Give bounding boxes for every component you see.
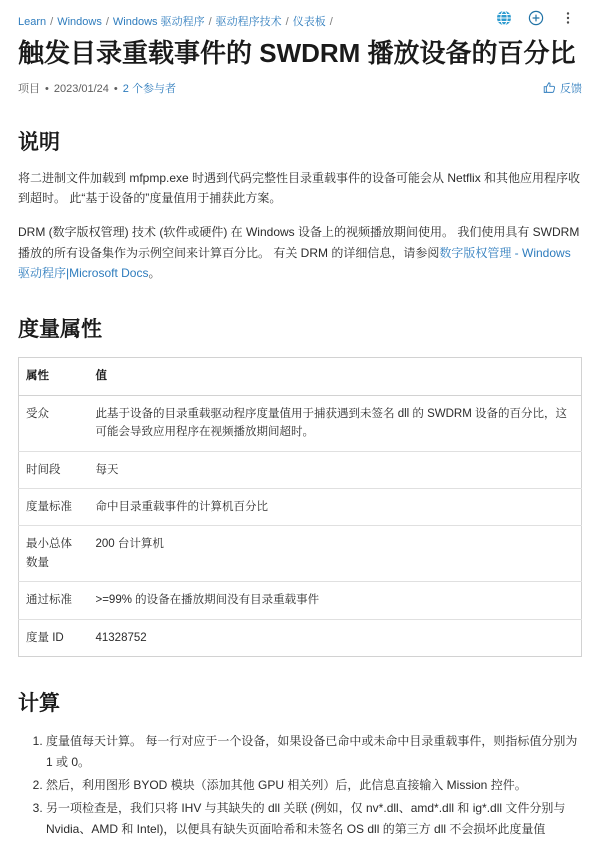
breadcrumb-separator: /	[208, 16, 212, 28]
row-attribute: 通过标准	[19, 582, 89, 619]
article-meta-left	[18, 80, 176, 96]
feedback-label: 反馈	[560, 82, 582, 95]
top-bar	[18, 10, 582, 31]
row-attribute: 度量 ID	[26, 631, 64, 644]
section-heading-description: 说明	[18, 130, 60, 154]
table-row-measurement-criteria	[19, 489, 582, 526]
language-globe-icon[interactable]	[496, 10, 512, 26]
description-paragraph-1: 将二进制文件加载到 mfpmp.exe 时遇到代码完整性目录重载事件的设备可能会从 Netflix 和其他应用程序收到超时。 此“基于设备的”度量值用于捕获此方案。	[18, 170, 581, 205]
row-value: >=99% 的设备在播放期间没有目录重载事件	[89, 582, 582, 619]
row-value: 此基于设备的目录重载驱动程序度量值用于捕获遇到未签名 dll 的 SWDRM 设备的百分比，这可能会导致应用程序在视频播放期间超时。	[89, 395, 582, 451]
breadcrumb-separator: /	[50, 16, 54, 28]
row-value: 每天	[89, 451, 582, 488]
row-value: 命中目录重载事件的计算机百分比	[89, 489, 582, 526]
table-row-time-period	[19, 451, 582, 488]
breadcrumb-separator: /	[105, 16, 109, 28]
drm-docs-link[interactable]: 数字版权管理 - Windows 驱动程序|Microsoft Docs	[18, 245, 571, 281]
article-meta	[18, 80, 582, 96]
table-row-min-population	[19, 526, 582, 582]
section-heading-metric-properties: 度量属性	[18, 318, 102, 342]
breadcrumb-link-driver-technologies[interactable]: 驱动程序技术	[215, 16, 282, 28]
table-header-row	[19, 358, 582, 395]
row-attribute: 时间段	[19, 451, 89, 488]
description-p2-tail: 。	[148, 266, 161, 281]
project-label: 项目	[18, 82, 40, 95]
calculation-step-3: 3. 另一项检查是，我们只将 IHV 与其缺失的 dll 关联 (例如，仅 nv*.dll、amd*.dll 和 ig*.dll 文件分别与 Nvidia、AMD 和 Intel)，以便具有缺失页面哈希和未签名 OS dll 的第三方 dll 不会损坏此度量值	[46, 798, 582, 840]
row-attribute: 度量标准	[19, 489, 89, 526]
breadcrumb-separator: /	[329, 16, 333, 28]
add-to-collection-icon[interactable]	[528, 10, 544, 26]
table-header-value: 值	[89, 358, 582, 395]
description-paragraph-2	[18, 222, 582, 283]
section-heading-calculation: 计算	[18, 691, 60, 715]
row-value: 200 台计算机	[89, 526, 582, 582]
calculation-step-2: 2. 然后，利用图形 BYOD 模块（添加其他 GPU 相关列）后，此信息直接输入 Mission 控件。	[46, 775, 582, 796]
breadcrumb-link-windows[interactable]: Windows	[57, 16, 102, 28]
description-p2-text: DRM (数字版权管理) 技术 (软件或硬件) 在 Windows 设备上的视频播放期间使用。 我们使用具有 SWDRM 播放的所有设备集作为示例空间来计算百分比。 有关 DRM 的详细信息，请参阅	[18, 225, 580, 260]
row-attribute: 最小总体数量	[19, 526, 89, 582]
breadcrumb-link-dashboard[interactable]: 仪表板	[292, 16, 326, 28]
breadcrumb	[18, 10, 337, 31]
breadcrumb-link-windows-drivers[interactable]: Windows 驱动程序	[112, 16, 205, 28]
contributors-link[interactable]: 2 个参与者	[122, 82, 176, 95]
page-actions	[496, 10, 582, 26]
breadcrumb-separator: /	[285, 16, 289, 28]
row-attribute: 受众	[19, 395, 89, 451]
more-actions-icon[interactable]	[560, 10, 576, 26]
row-value: 41328752	[95, 631, 147, 644]
meta-dot: •	[45, 82, 49, 95]
meta-dot: •	[113, 82, 118, 95]
article-date: 2023/01/24	[53, 82, 109, 95]
feedback-link[interactable]	[543, 80, 582, 96]
thumbs-up-icon	[543, 81, 556, 94]
calculation-step-1: 1. 度量值每天计算。 每一行对应于一个设备，如果设备已命中或未命中目录重载事件，则指标值分别为 1 或 0。	[46, 731, 582, 773]
table-row-passing-criteria	[19, 582, 582, 619]
metric-properties-table	[18, 357, 582, 657]
table-header-attribute: 属性	[19, 358, 89, 395]
breadcrumb-link-learn[interactable]: Learn	[18, 16, 47, 28]
calculation-steps	[18, 731, 582, 840]
page-title: 触发目录重载事件的 SWDRM 播放设备的百分比	[18, 38, 576, 68]
table-row-audience	[19, 395, 582, 451]
